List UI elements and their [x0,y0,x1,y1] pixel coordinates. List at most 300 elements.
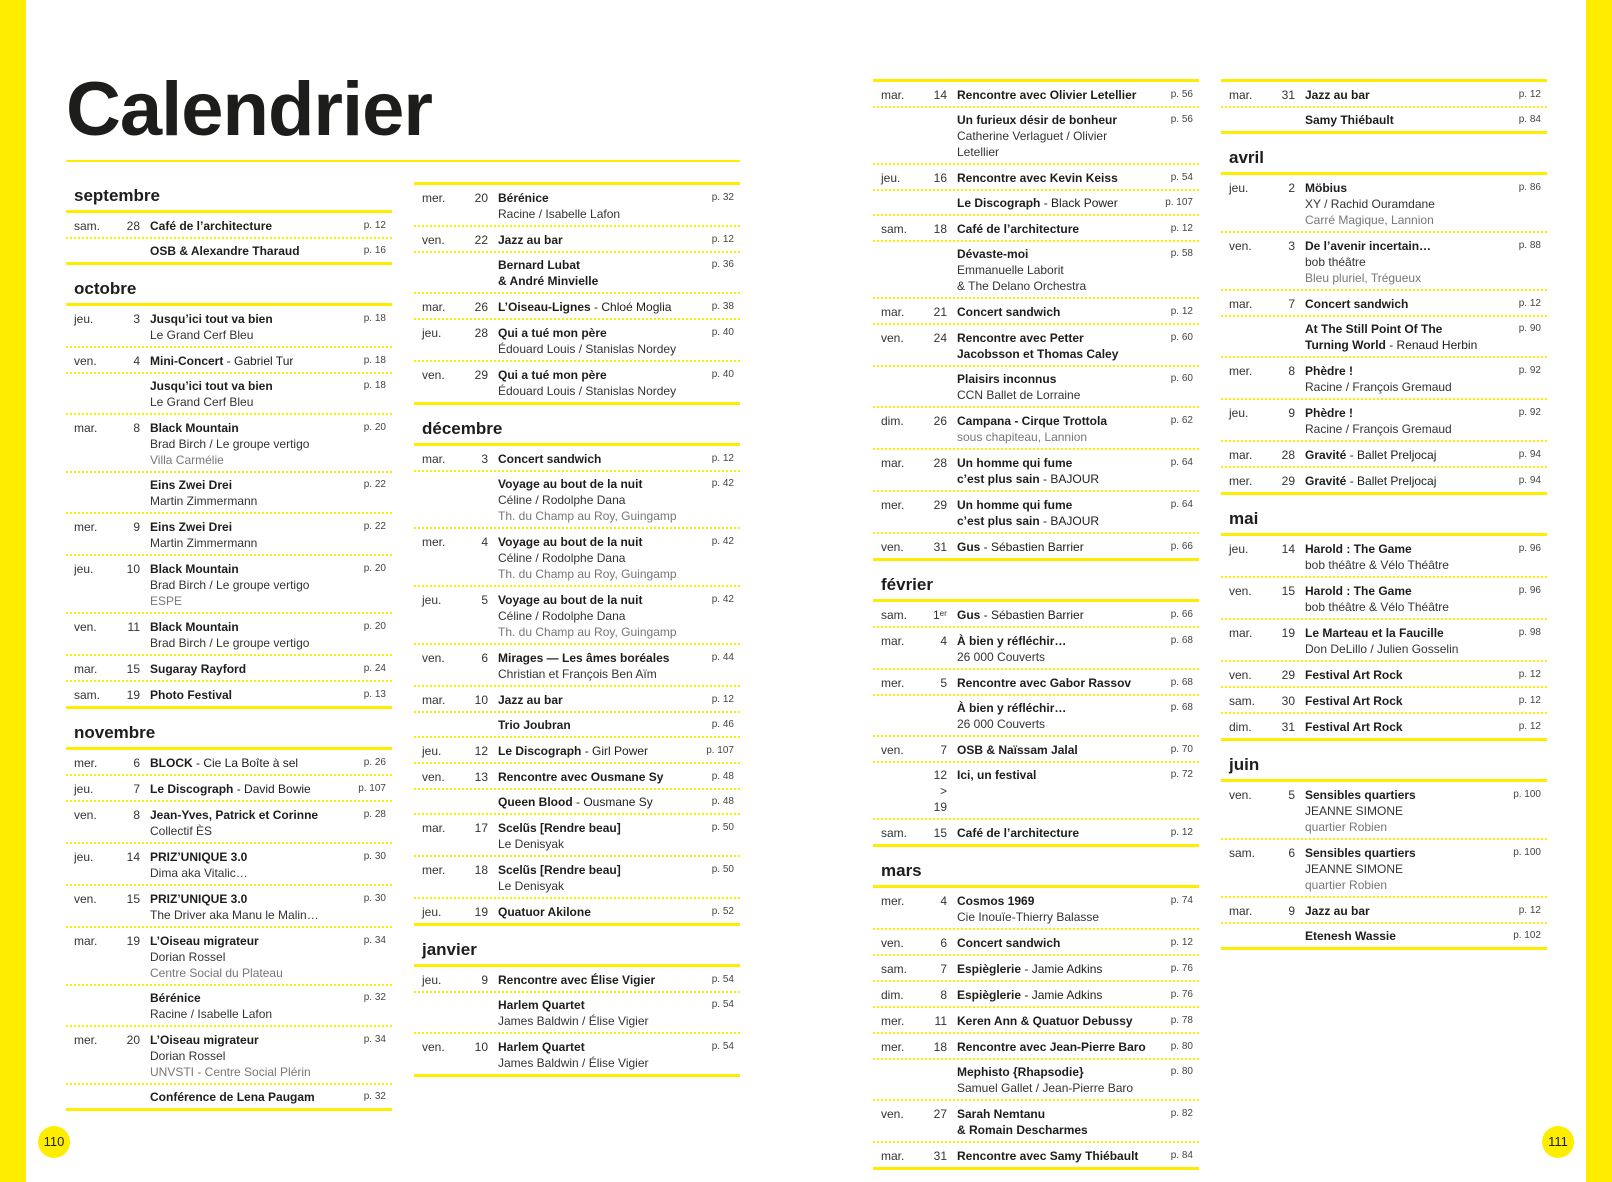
row-event [957,497,1147,529]
left-edge-band [0,0,26,1182]
row-page-ref: p. 13 [363,689,386,700]
calendar-row [414,815,740,857]
row-weekday: sam. [74,688,101,702]
calendar-row [873,108,1199,165]
row-date [929,246,957,294]
row-date [1277,112,1305,128]
title-rule [66,160,740,162]
event-credit: Céline / Rodolphe Dana [498,551,626,565]
row-page-ref: p. 38 [711,301,734,312]
row-event [498,451,688,467]
row-page-ref: p. 12 [363,220,386,231]
calendar-row [66,1027,392,1085]
calendar-row [414,967,740,993]
event-title: OSB & Alexandre Tharaud [150,244,300,258]
event-credit: Emmanuelle Laborit [957,263,1064,277]
event-title: Jazz au bar [498,693,563,707]
row-date: 4 [481,535,488,549]
row-page-ref: p. 16 [363,245,386,256]
event-title: Mini-Concert [150,354,224,368]
row-weekday: ven. [422,1040,445,1054]
calendar-row [414,645,740,687]
month-heading: septembre [66,182,392,213]
row-date: 31 [933,540,947,554]
calendar-row [414,713,740,738]
row-weekday: mer. [74,756,98,770]
event-credit: The Driver aka Manu le Malin… [150,908,319,922]
row-date: 19 [126,688,140,702]
event-credit: Édouard Louis / Stanislas Nordey [498,384,677,398]
row-weekday: ven. [74,354,97,368]
event-venue: ESPE [150,594,183,608]
event-credit: Racine / Isabelle Lafon [150,1007,273,1021]
event-artist: - Ballet Preljocaj [1346,448,1437,462]
event-credit: Céline / Rodolphe Dana [498,493,626,507]
event-title-cont: & André Minvielle [498,274,599,288]
row-page-ref: p. 54 [711,974,734,985]
row-event [498,904,688,920]
row-event [957,246,1147,294]
row-date: 21 [933,305,947,319]
row-page-ref: p. 56 [1170,114,1193,125]
event-title: OSB & Naïssam Jalal [957,743,1078,757]
row-date: 28 [474,326,488,340]
row-page-ref: p. 32 [363,1091,386,1102]
event-artist: - BAJOUR [1039,472,1100,486]
row-date: 10 [474,693,488,707]
row-date [470,717,498,733]
row-event [498,769,688,785]
row-weekday: jeu. [422,593,442,607]
row-page-ref: p. 12 [1518,298,1541,309]
row-event [498,717,688,733]
calendar-row [1221,317,1547,358]
row-page-ref: p. 64 [1170,457,1193,468]
row-event [150,218,340,234]
event-artist: - Cie La Boîte à sel [192,756,299,770]
row-event [150,687,340,703]
row-event [150,378,340,410]
row-date: 15 [1281,584,1295,598]
row-weekday: mar. [1229,88,1253,102]
row-weekday [422,476,470,524]
row-event [957,170,1147,186]
event-credit: James Baldwin / Élise Vigier [498,1056,649,1070]
calendar-row [873,191,1199,216]
event-credit: Collectif ÈS [150,824,213,838]
row-event [498,862,688,894]
row-weekday [881,700,929,732]
row-date: 18 [474,863,488,877]
row-weekday [74,243,122,259]
month-heading: février [873,571,1199,602]
event-title: Ici, un festival [957,768,1037,782]
row-event [957,742,1147,758]
event-title: Black Mountain [150,562,239,576]
row-page-ref: p. 76 [1170,963,1193,974]
row-page-ref: p. 18 [363,355,386,366]
row-date: 29 [474,368,488,382]
row-date [470,794,498,810]
row-weekday: sam. [1229,846,1256,860]
row-event [498,1039,688,1071]
row-page-ref: p. 32 [711,192,734,203]
row-date: 20 [474,191,488,205]
row-weekday: mar. [881,456,905,470]
row-event [1305,473,1495,489]
row-event [498,299,688,315]
row-weekday: ven. [1229,788,1252,802]
row-event [957,700,1147,732]
event-venue: Carré Magique, Lannion [1305,213,1434,227]
row-weekday: mar. [881,634,905,648]
event-artist: - BAJOUR [1039,514,1100,528]
event-venue: Th. du Champ au Roy, Guingamp [498,567,677,581]
row-event [957,935,1147,951]
row-date: 8 [940,988,947,1002]
row-date: 4 [940,634,947,648]
row-weekday [881,112,929,160]
row-date: 26 [474,300,488,314]
calendar-row [66,986,392,1027]
month-gap [1221,495,1547,505]
event-title: Festival Art Rock [1305,694,1403,708]
event-title: Sugaray Rayford [150,662,247,676]
event-title: Voyage au bout de la nuit [498,535,643,549]
event-credit: JEANNE SIMONE [1305,862,1404,876]
row-weekday: mar. [1229,448,1253,462]
row-date: 19 [1281,626,1295,640]
row-weekday [422,794,470,810]
event-credit: Martin Zimmermann [150,536,258,550]
row-event [150,755,340,771]
row-page-ref: p. 98 [1518,627,1541,638]
calendar-row [1221,840,1547,898]
row-date [929,112,957,160]
calendar-row [1221,898,1547,924]
row-weekday [74,1089,122,1105]
row-page-ref: p. 28 [363,809,386,820]
row-weekday: sam. [881,608,908,622]
row-weekday: jeu. [74,312,94,326]
row-date: 5 [940,676,947,690]
row-page-ref: p. 84 [1170,1150,1193,1161]
event-title: Rencontre avec Gabor Rassov [957,676,1132,690]
row-page-ref: p. 76 [1170,989,1193,1000]
row-event [498,367,688,399]
month-heading: avril [1221,144,1547,175]
row-weekday: jeu. [1229,542,1249,556]
row-date: 14 [126,850,140,864]
month-heading: novembre [66,719,392,750]
row-date [122,378,150,410]
row-date: 18 [933,222,947,236]
row-page-ref: p. 107 [358,783,386,794]
event-title: Bérénice [150,991,201,1005]
event-title: Campana - Cirque Trottola [957,414,1108,428]
row-event [957,675,1147,691]
row-date: 5 [1288,788,1295,802]
row-page-ref: p. 96 [1518,585,1541,596]
event-credit: Samuel Gallet / Jean-Pierre Baro [957,1081,1134,1095]
event-title: Bérénice [498,191,549,205]
row-page-ref: p. 74 [1170,895,1193,906]
row-weekday [422,997,470,1029]
event-title: Samy Thiébault [1305,113,1394,127]
row-page-ref: p. 48 [711,771,734,782]
row-event [150,353,340,369]
event-title: Bernard Lubat [498,258,581,272]
row-weekday: mar. [74,934,98,948]
row-weekday: jeu. [881,171,901,185]
month-heading: janvier [414,936,740,967]
row-weekday [74,990,122,1022]
row-page-ref: p. 64 [1170,499,1193,510]
row-weekday: mer. [422,191,446,205]
event-credit: Brad Birch / Le groupe vertigo [150,437,310,451]
row-event [498,476,688,524]
calendar-row [873,1034,1199,1060]
event-title: Mirages — Les âmes boréales [498,651,670,665]
row-page-ref: p. 80 [1170,1041,1193,1052]
row-page-ref: p. 78 [1170,1015,1193,1026]
row-weekday: mar. [422,821,446,835]
calendar-row [873,299,1199,325]
event-title: At The Still Point Of The [1305,322,1443,336]
calendar-row [66,614,392,656]
event-title: Jazz au bar [1305,904,1370,918]
row-weekday: mar. [881,1149,905,1163]
row-weekday: jeu. [1229,181,1249,195]
calendar-row [66,928,392,986]
event-credit: Racine / François Gremaud [1305,422,1452,436]
event-title: Voyage au bout de la nuit [498,593,643,607]
month-gap [414,405,740,415]
row-event [498,325,688,357]
row-page-ref: p. 24 [363,663,386,674]
event-title: Harlem Quartet [498,1040,585,1054]
event-title-line2 [957,346,1147,362]
row-weekday: mer. [1229,364,1253,378]
calendar-row [1221,108,1547,134]
event-credit: Racine / François Gremaud [1305,380,1452,394]
row-weekday: mar. [422,452,446,466]
row-date: 7 [940,743,947,757]
row-weekday: mar. [74,421,98,435]
row-weekday: jeu. [422,744,442,758]
event-title: Sensibles quartiers [1305,846,1416,860]
calendar-row [414,294,740,320]
row-weekday: mar. [881,88,905,102]
event-credit: Catherine Verlaguet / Olivier Letellier [957,129,1108,159]
event-title: L’Oiseau-Lignes [498,300,591,314]
event-title-line2 [957,1122,1147,1138]
row-page-ref: p. 56 [1170,89,1193,100]
row-event [957,195,1147,211]
row-date [470,997,498,1029]
calendar-row [414,857,740,899]
row-event [1305,583,1495,615]
row-event [957,767,1147,815]
calendar-row [873,325,1199,367]
row-date: 27 [933,1107,947,1121]
row-date: 8 [133,421,140,435]
row-event [1305,296,1495,312]
row-weekday [881,371,929,403]
event-title: Concert sandwich [498,452,602,466]
row-date [1277,928,1305,944]
calendar-row [873,216,1199,242]
calendar-row [1221,620,1547,662]
row-weekday [74,477,122,509]
calendar-row [66,306,392,348]
page-title: Calendrier [66,67,432,152]
row-weekday: ven. [74,892,97,906]
event-credit: Dorian Rossel [150,1049,226,1063]
row-date: 17 [474,821,488,835]
month-gap [66,709,392,719]
row-weekday [1229,112,1277,128]
row-page-ref: p. 22 [363,521,386,532]
row-date [122,477,150,509]
row-weekday: mer. [881,1014,905,1028]
row-weekday: sam. [881,222,908,236]
row-event [498,743,688,759]
row-event [957,539,1147,555]
calendar-row [66,776,392,802]
row-page-ref: p. 22 [363,479,386,490]
event-credit: Christian et François Ben Aïm [498,667,657,681]
calendar-row [66,682,392,709]
calendar-row [873,763,1199,820]
row-date: 30 [1281,694,1295,708]
calendar-row [66,473,392,514]
calendar-row [414,320,740,362]
calendar-row [873,450,1199,492]
event-title: Gus [957,608,981,622]
row-event [1305,447,1495,463]
month-heading: décembre [414,415,740,446]
row-date [122,990,150,1022]
calendar-row [414,790,740,815]
event-artist: - Girl Power [581,744,649,758]
row-page-ref: p. 46 [711,719,734,730]
row-weekday: mer. [881,676,905,690]
event-artist: - Chloé Moglia [590,300,672,314]
calendar-row [1221,400,1547,442]
row-date: 3 [481,452,488,466]
row-event [957,633,1147,665]
event-title: Gravité [1305,448,1347,462]
row-date: 10 [126,562,140,576]
row-event [1305,541,1495,573]
event-title: Harold : The Game [1305,542,1412,556]
calendar-row [414,529,740,587]
row-weekday [1229,928,1277,944]
event-title: Quatuor Akilone [498,905,591,919]
row-event [498,232,688,248]
row-date: 2 [1288,181,1295,195]
row-weekday: sam. [881,962,908,976]
row-weekday: ven. [422,233,445,247]
event-title: Café de l’architecture [150,219,273,233]
event-title: Espièglerie [957,962,1022,976]
row-page-ref: p. 40 [711,327,734,338]
row-date: 7 [1288,297,1295,311]
row-weekday: ven. [1229,584,1252,598]
event-title: Queen Blood [498,795,573,809]
event-credit: JEANNE SIMONE [1305,804,1404,818]
row-date: 9 [1288,406,1295,420]
row-page-ref: p. 12 [1518,905,1541,916]
calendar-row [1221,233,1547,291]
row-event [1305,719,1495,735]
event-credit-line2: & The Delano Orchestra [957,279,1087,293]
row-weekday [881,767,929,815]
event-title: Le Marteau et la Faucille [1305,626,1444,640]
event-title: L’Oiseau migrateur [150,934,259,948]
event-title: Café de l’architecture [957,826,1080,840]
event-venue: sous chapiteau, Lannion [957,430,1088,444]
row-page-ref: p. 54 [711,1041,734,1052]
event-artist: - Sébastien Barrier [980,540,1084,554]
row-weekday: mar. [881,305,905,319]
row-page-ref: p. 94 [1518,449,1541,460]
row-page-ref: p. 42 [711,594,734,605]
row-date: 3 [1288,239,1295,253]
row-date: 15 [933,826,947,840]
event-credit: bob théâtre [1305,255,1366,269]
row-date: 9 [1288,904,1295,918]
month-heading: mai [1221,505,1547,536]
event-artist: - Sébastien Barrier [980,608,1084,622]
row-page-ref: p. 107 [1165,197,1193,208]
row-weekday: mer. [881,1040,905,1054]
row-page-ref: p. 80 [1170,1066,1193,1077]
row-date: 18 [933,1040,947,1054]
row-weekday: mer. [422,535,446,549]
row-page-ref: p. 72 [1170,769,1193,780]
row-event [1305,112,1495,128]
calendar-row [873,602,1199,628]
row-date [929,371,957,403]
calendar-row [414,687,740,713]
row-page-ref: p. 100 [1513,789,1541,800]
calendar-row [66,348,392,374]
row-page-ref: p. 82 [1170,1108,1193,1119]
event-artist: - Jamie Adkins [1021,988,1103,1002]
event-artist: - Jamie Adkins [1021,962,1103,976]
row-weekday: ven. [422,770,445,784]
row-page-ref: p. 68 [1170,635,1193,646]
calendar-row [873,1008,1199,1034]
month-gap [873,561,1199,571]
row-event [498,794,688,810]
row-event [150,990,340,1022]
event-title: Rencontre avec Petter [957,331,1084,345]
calendar-row [414,1034,740,1077]
row-weekday: ven. [74,808,97,822]
event-title: Phèdre ! [1305,406,1354,420]
row-page-ref: p. 52 [711,906,734,917]
event-title: Un homme qui fume [957,498,1073,512]
calendar-row [414,185,740,227]
row-date: 6 [481,651,488,665]
month-gap [414,926,740,936]
row-event [1305,321,1495,353]
row-event [957,825,1147,841]
row-date [470,257,498,289]
